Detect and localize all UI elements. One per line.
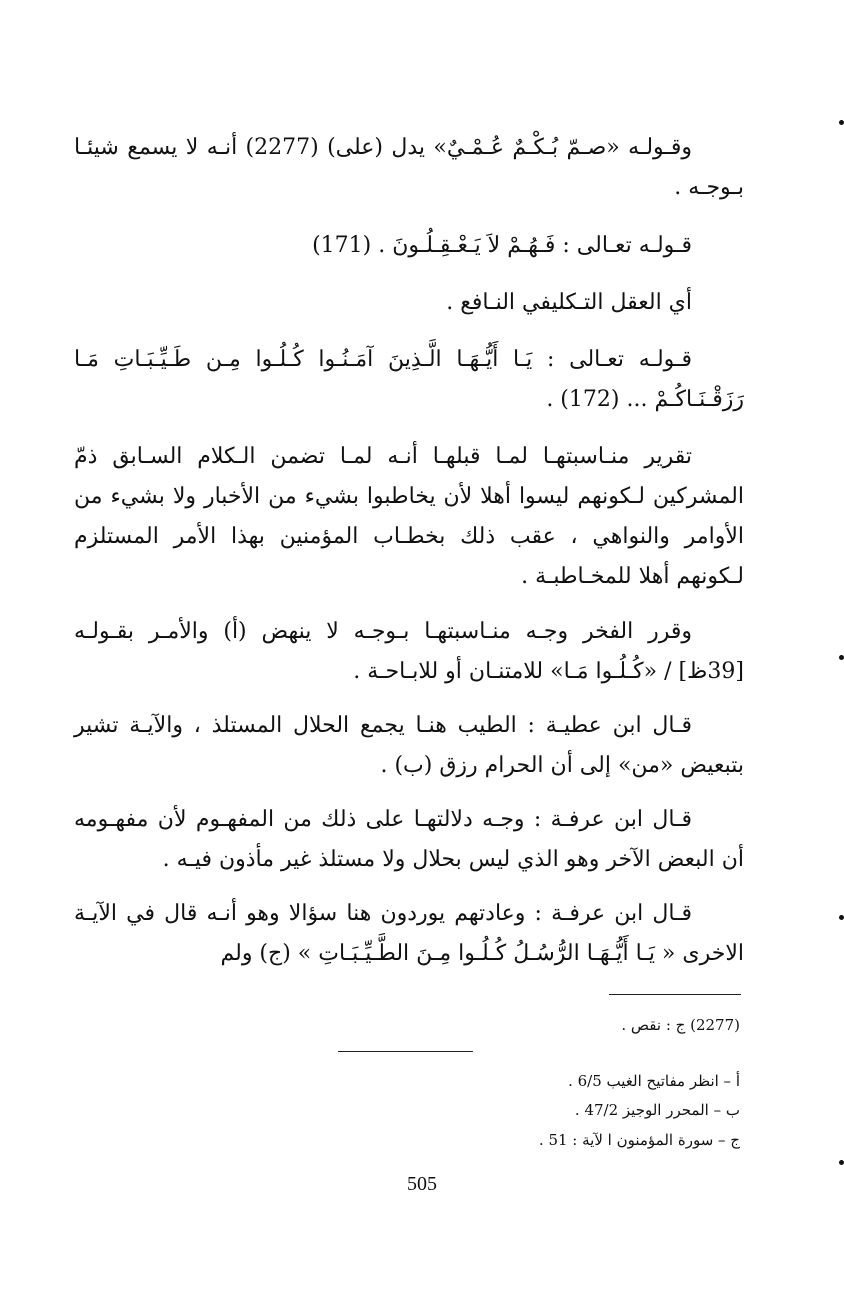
paragraph-8: قـال ابن عرفـة : وجـه دلالتهـا على ذلك من المفهـوم لأن مفهـومه أن البعض الآخر وهو الذي ليس بحلال ولا مستلذ غير مأذون فيـه . xyxy=(74,807,744,872)
paragraph-7: قـال ابن عطيـة : الطيب هنـا يجمع الحلال المستلذ ، والآيـة تشير بتبعيض «من» إلى أن الحرام رزق (ب) . xyxy=(74,713,744,778)
paragraph-3: أي العقل التـكليفي النـافع . xyxy=(446,290,692,315)
apparatus-rule xyxy=(338,1051,473,1052)
paragraph-9: قـال ابن عرفـة : وعادتهم يوردون هنا سؤالا وهو أنـه قال في الآيـة الاخرى « يَـا أَيُّـهَـا الرُّسُـلُ كُـلُـوا مِـنَ الطَّـيِّـبَـاتِ » (ج) ولم xyxy=(74,901,744,966)
footnote-2277: (2277) ج : نقص . xyxy=(621,1016,740,1034)
margin-mark xyxy=(839,1160,844,1165)
paragraph-2: قـولـه تعـالى : فَـهُـمْ لاَ يَـعْـقِـلُـونَ . (171) xyxy=(312,233,692,258)
paragraph-5: تقرير منـاسبتهـا لمـا قبلهـا أنـه لمـا تضمن الـكلام السـابق ذمّ المشركين لـكونهم ليسوا أهلا لأن يخاطبوا بشيء من الأخبار ولا بشيء من الأوامر والنواهي ، عقب ذلك بخطـاب المؤمنين بهذا الأمر المستلزم لـكونهم أهلا للمخـاطبـة . xyxy=(74,444,744,589)
apparatus-note-a: أ – انظر مفاتيح الغيب 6/5 . xyxy=(568,1072,740,1090)
margin-mark xyxy=(839,655,844,660)
paragraph-1: وقـولـه «صـمّ بُـكْـمٌ عُـمْـيٌ» يدل (على) (2277) أنـه لا يسمع شيئـا بـوجـه . xyxy=(74,135,744,200)
margin-mark xyxy=(839,120,844,125)
apparatus-note-b: ب – المحرر الوجيز 47/2 . xyxy=(574,1101,740,1119)
paragraph-4: قـولـه تعـالى : يَـا أَيُّـهَـا الَّـذِينَ آمَـنُـوا كُـلُـوا مِـن طَـيِّـبَـاتِ مَـا رَزَقْـنَـاكُـمْ ... (172) . xyxy=(74,347,744,412)
paragraph-6: وقرر الفخر وجـه منـاسبتهـا بـوجـه لا ينهض (أ) والأمـر بقـولـه [39ظ] / «كُـلُـوا مَـا» للامتنـان أو للابـاحـة . xyxy=(74,619,744,684)
page-number: 505 xyxy=(407,1173,437,1195)
apparatus-note-c: ج – سورة المؤمنون ا لآية : 51 . xyxy=(538,1131,740,1149)
footnote-rule xyxy=(609,994,741,995)
margin-mark xyxy=(839,915,844,920)
